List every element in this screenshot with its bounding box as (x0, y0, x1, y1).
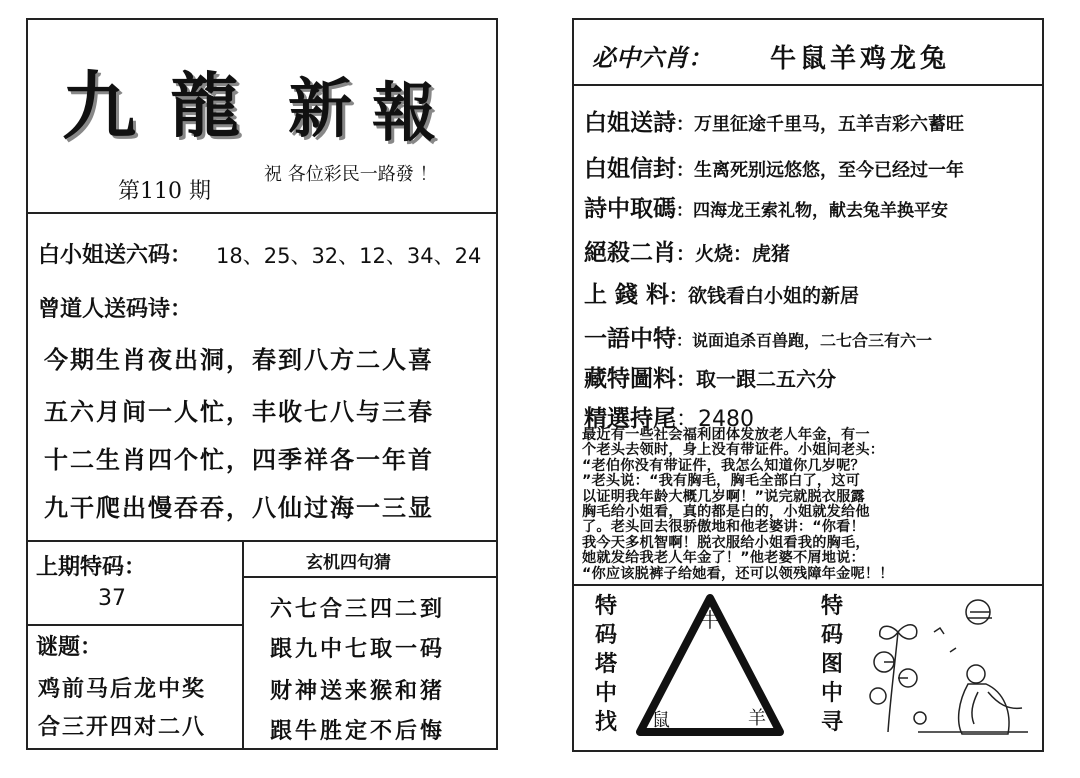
divider (26, 624, 242, 626)
story-line: “老伯你没有带证件，我怎么知道你几岁呢？ (582, 457, 865, 474)
six-zodiac-label: 必中六肖： (592, 43, 712, 72)
poem-line-a: 九干爬出慢吞吞， (44, 494, 252, 522)
story-line: 我今天多机智啊！脱衣服给小姐看我的胸毛， (582, 534, 870, 551)
tower-char: 图 (820, 652, 843, 677)
illustration-image (858, 592, 1038, 742)
tower-char: 中 (820, 681, 843, 706)
tower-bottom-left: 鼠 (652, 710, 670, 731)
story-line: “你应该脱裤子给她看，还可以领残障年金呢！！ (582, 565, 894, 582)
tower-char: 特 (820, 594, 843, 619)
poem-line-b: 八仙过海一三显 (252, 494, 434, 522)
tip-value: ：火烧：虎猪 (676, 243, 791, 265)
poem-line (44, 340, 434, 375)
masthead-char-2: 龍 (170, 64, 240, 147)
story-line: 以证明我年龄大概几岁啊！”说完就脱衣服露 (582, 488, 865, 505)
tip-row (584, 234, 790, 267)
tip-row (584, 104, 964, 137)
verse-line: 六七合三四二到 (270, 597, 446, 622)
tower-char: 塔 (594, 652, 617, 677)
verse-line: 财神送来猴和猪 (270, 679, 446, 704)
four-line-label: 玄机四句猜 (306, 553, 391, 573)
poem-line (44, 392, 434, 427)
tower-char: 找 (594, 710, 617, 735)
six-codes-value: 18、25、32、12、34、24 (216, 244, 482, 268)
tip-label: 絕殺二肖 (584, 240, 676, 266)
last-special-value: 37 (98, 586, 126, 611)
poem-line (44, 440, 434, 475)
tower-char: 特 (594, 594, 617, 619)
poem-line-b: 四季祥各一年首 (252, 446, 434, 474)
tip-value: ：生离死别远悠悠，至今已经过一年 (676, 160, 964, 181)
poem-line-a: 十二生肖四个忙， (44, 446, 252, 474)
tip-row (584, 190, 948, 223)
tip-value: ：万里征途千里马，五羊吉彩六蓄旺 (676, 114, 964, 135)
six-codes-label: 白小姐送六码： (38, 243, 193, 268)
riddle-line: 合三开四对二八 (38, 715, 207, 740)
divider (572, 84, 1044, 86)
divider (242, 576, 498, 578)
poem-line-b: 春到八方二人喜 (252, 346, 434, 374)
tower-char: 码 (594, 623, 617, 648)
poem-line (44, 488, 434, 523)
tip-label: 上 錢 料 (584, 282, 670, 308)
riddle-label: 谜题： (36, 634, 103, 660)
tip-value: ：取一跟二五六分 (676, 367, 836, 391)
story-line: 了。老头回去很骄傲地和他老婆讲：“你看！ (582, 519, 865, 536)
issue-number: 第110 期 (118, 179, 211, 204)
tip-label: 白姐送詩 (584, 110, 676, 136)
tower-left-text (592, 592, 620, 737)
tip-value: ：说面追杀百兽跑，二七合三有六一 (676, 331, 933, 350)
tip-row (584, 150, 964, 183)
six-zodiac-value: 牛鼠羊鸡龙兔 (770, 44, 951, 74)
story-text (582, 428, 894, 582)
tower-right-text (818, 592, 846, 737)
verse-line: 跟牛胜定不后悔 (270, 719, 446, 744)
masthead-char-1: 九 (62, 64, 136, 150)
tip-row (584, 276, 859, 309)
story-line: ”老头说：“我有胸毛，胸毛全部白了，这可 (582, 473, 861, 490)
tip-label: 詩中取碼 (584, 196, 676, 222)
tip-label: 白姐信封 (584, 156, 676, 182)
tower-char: 寻 (820, 710, 843, 735)
tip-row (584, 360, 836, 393)
poem-line-a: 五六月间一人忙， (44, 398, 252, 426)
divider (26, 540, 498, 542)
last-special-label: 上期特码： (36, 554, 147, 580)
verse-line: 跟九中七取一码 (270, 637, 446, 662)
divider (572, 584, 1044, 586)
tower-bottom-right: 羊 (748, 708, 766, 729)
tip-value: ：欲钱看白小姐的新居 (669, 285, 860, 307)
tip-value: ：2480 (676, 407, 754, 432)
poem-label: 曾道人送码诗： (38, 297, 193, 322)
riddle-line: 鸡前马后龙中奖 (38, 677, 207, 702)
tip-label: 一語中特 (584, 326, 676, 352)
tower-top: 牛 (700, 608, 720, 632)
tower-char: 码 (820, 623, 843, 648)
story-line: 她就发给我老人年金了！”他老婆不屑地说： (582, 550, 865, 567)
poem-line-a: 今期生肖夜出洞， (44, 346, 252, 374)
masthead-char-3: 新 (288, 72, 352, 147)
story-line: 个老头去领时，身上没有带证件。小姐问老头： (582, 442, 885, 459)
divider (242, 540, 244, 750)
tip-row (584, 320, 932, 353)
masthead-char-4: 報 (372, 76, 436, 151)
tower-char: 中 (594, 681, 617, 706)
greeting: 祝 各位彩民一路發 ！ (264, 164, 438, 185)
story-line: 胸毛给小姐看，真的都是白的，小姐就发给他 (582, 504, 870, 521)
tip-label: 藏特圖料 (584, 366, 676, 392)
tip-label: 精選持尾 (584, 406, 676, 432)
story-line: 最近有一些社会福利团体发放老人年金，有一 (582, 427, 870, 443)
poem-line-b: 丰收七八与三春 (252, 398, 434, 426)
tip-value: ：四海龙王索礼物，献去兔羊换平安 (676, 201, 948, 221)
divider (26, 212, 498, 214)
